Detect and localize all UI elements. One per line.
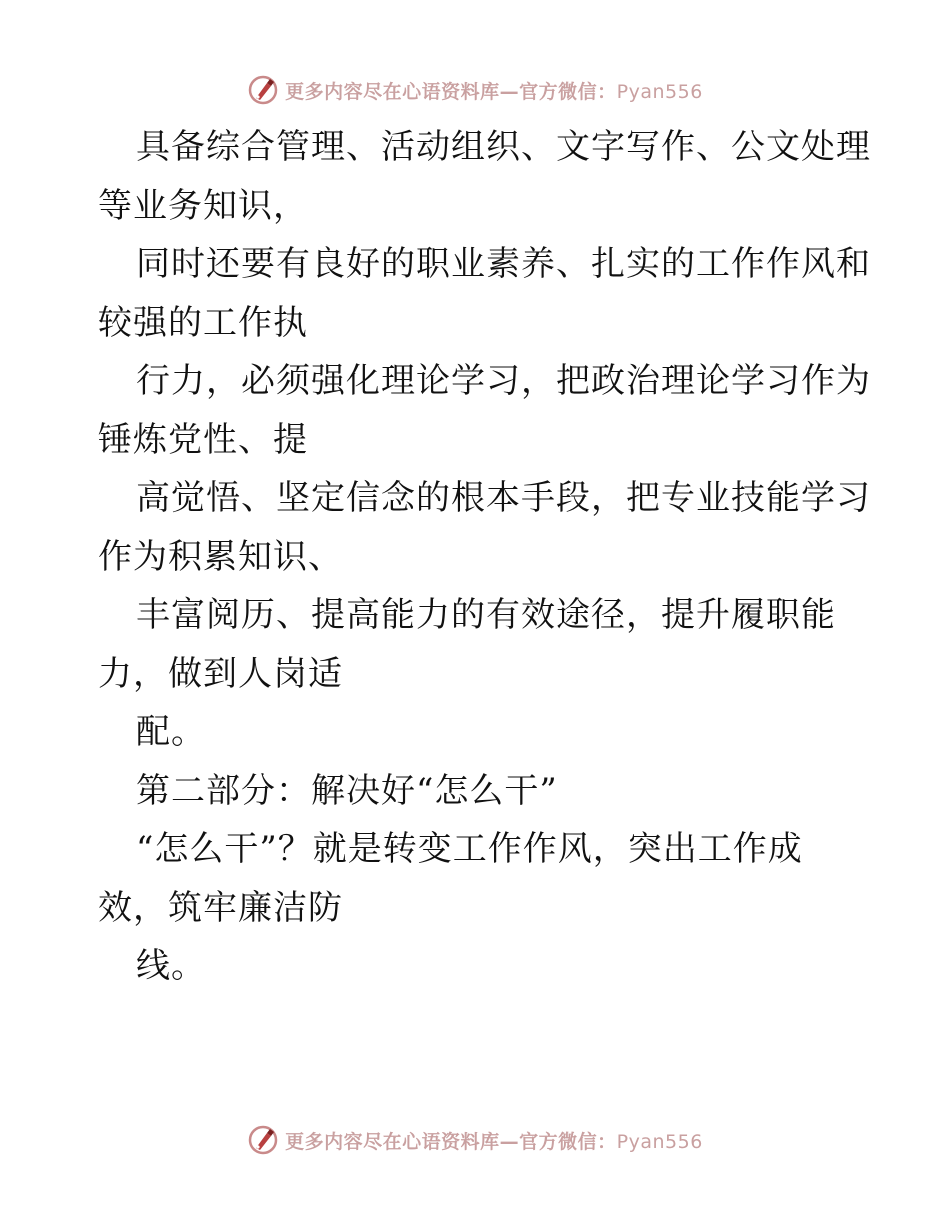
header-watermark [0,70,950,110]
text-line: 行力，必须强化理论学习，把政治理论学习作为 [136,361,871,401]
text-line: 锤炼党性、提 [98,419,308,460]
pen-logo-icon [247,74,279,106]
document-body [98,118,871,996]
text-line: 力，做到人岗适 [98,653,343,694]
watermark-text: 更多内容尽在心语资料库—官方微信： [285,80,617,103]
text-line: 同时还要有良好的职业素养、扎实的工作作风和 [136,244,871,284]
watermark-text: 更多内容尽在心语资料库—官方微信： [285,1130,617,1153]
text-line: 丰富阅历、提高能力的有效途径，提升履职能 [136,595,836,635]
pen-logo-icon [247,1124,279,1156]
footer-watermark [0,1120,950,1160]
text-line: 具备综合管理、活动组织、文字写作、公文处理 [136,127,871,167]
watermark-wechat-id: Pyan556 [616,1130,703,1153]
text-line: 作为积累知识、 [98,536,343,577]
text-line: 线。 [136,946,206,986]
text-line: 等业务知识， [98,185,308,226]
text-line: 高觉悟、坚定信念的根本手段，把专业技能学习 [136,478,871,518]
text-line: 效，筑牢廉洁防 [98,887,343,928]
watermark-wechat-id: Pyan556 [616,80,703,103]
section-heading: 第二部分：解决好“怎么干” [136,770,558,811]
text-line: “怎么干”？就是转变工作作风，突出工作成 [136,829,803,869]
text-line: 配。 [136,712,206,752]
text-line: 较强的工作执 [98,302,308,343]
